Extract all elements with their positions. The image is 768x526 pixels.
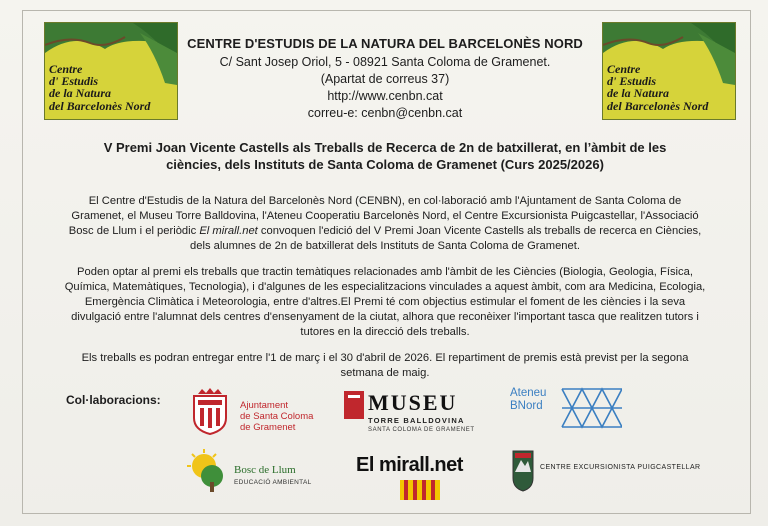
paragraph-line: Poden optar al premi els treballs que tractin temàtiques relacionades amb l'àmbit de les Ciències (Biologia, Geologia, Física, — [77, 266, 693, 278]
coat-of-arms-icon — [188, 388, 232, 436]
museu-city: SANTA COLOMA DE GRAMENET — [368, 427, 475, 433]
website-link[interactable]: http://www.cenbn.cat — [327, 89, 443, 103]
ateneu-name: Ateneu — [510, 387, 547, 399]
collaborations-label: Col·laboracions: — [66, 393, 161, 407]
bosc-name: Bosc de Llum — [234, 464, 296, 476]
paragraph-eligibility — [50, 265, 720, 340]
newspaper-name: El mirall.net — [199, 225, 258, 237]
museu-name: MUSEU — [368, 390, 458, 415]
title-line: ciències, dels Instituts de Santa Coloma de Gramenet (Curs 2025/2026) — [166, 157, 604, 172]
title-line: V Premi Joan Vicente Castells als Treballs de Recerca de 2n de batxillerat, en l’àmbit de les — [103, 140, 667, 155]
paragraph-line: Química, Matemàtiques, Tecnologia), i d'algunes de les especialitzacions vinculades a aquest àmbit, com ara Medicina, Ecologia, — [64, 281, 706, 293]
email-link[interactable]: correu-e: cenbn@cenbn.cat — [307, 106, 463, 120]
announcement-title — [55, 139, 715, 173]
cenbn-logo-left — [44, 22, 178, 120]
logo-line: del Barcelonès Nord — [49, 99, 151, 113]
excursionista-logo — [510, 448, 710, 496]
bosc-subtitle: EDUCACIÓ AMBIENTAL — [234, 479, 312, 486]
address: C/ Sant Josep Oriol, 5 - 08921 Santa Coloma de Gramenet. — [219, 55, 551, 69]
logo-line: de la Natura — [607, 86, 670, 100]
logo-line: del Barcelonès Nord — [607, 99, 709, 113]
sun-tree-icon — [184, 448, 230, 494]
paragraph-intro — [50, 194, 720, 254]
header-block — [180, 36, 590, 122]
museu-logo — [344, 388, 489, 436]
paragraph-line: dels alumnes de 2n de batxillerat dels Instituts de Santa Coloma de Gramenet. — [190, 240, 580, 252]
po-box: (Apartat de correus 37) — [320, 72, 450, 86]
ateneu-name: BNord — [510, 400, 543, 412]
paragraph-text: Bosc de Llum i el periòdic — [68, 225, 200, 237]
ateneu-logo — [510, 385, 630, 437]
ajuntament-name: de Santa Coloma — [240, 411, 314, 422]
paragraph-line: tutores en la direcció dels treballs. — [300, 326, 470, 338]
mountain-shield-icon — [512, 450, 534, 492]
paragraph-line: setmana de maig. — [340, 367, 430, 379]
org-name: CENTRE D'ESTUDIS DE LA NATURA DEL BARCELONÈS NORD — [187, 36, 583, 51]
senyera-flag-icon — [400, 480, 440, 500]
logo-line: Centre — [49, 62, 83, 76]
bosc-de-llum-logo — [184, 448, 324, 498]
museu-subtitle: TORRE BALLDOVINA — [368, 416, 465, 425]
excursionista-name: CENTRE EXCURSIONISTA PUIGCASTELLAR — [540, 464, 701, 471]
ajuntament-name: Ajuntament — [240, 400, 289, 411]
logo-line: de la Natura — [49, 86, 112, 100]
paragraph-line: Emergència Climàtica i Meteorologia, entre d'altres.El Premi té com objectius estimular el foment de les ciències i la seva — [84, 296, 686, 308]
mirall-name: El mirall.net — [356, 454, 463, 476]
logo-line: d' Estudis — [607, 74, 657, 88]
ajuntament-name: de Gramenet — [240, 422, 296, 433]
paragraph-line: El Centre d'Estudis de la Natura del Barcelonès Nord (CENBN), en col·laboració amb l'Ajuntament de Santa Coloma de — [88, 195, 682, 207]
logo-line: Centre — [607, 62, 641, 76]
paragraph-line: Els treballs es podran entregar entre l'1 de març i el 30 d'abril de 2026. El repartiment de premis està previst per la segona — [81, 352, 689, 364]
lattice-icon — [560, 387, 622, 429]
paragraph-line: Gramenet, el Museu Torre Balldovina, l'Ateneu Cooperatiu Barcelonès Nord, el Centre Excursionista Puigcastellar, l'Associació — [71, 210, 699, 222]
mirall-logo — [352, 452, 488, 500]
paragraph-text: convoquen l'edició del V Premi Joan Vicente Castells als treballs de recerca en Ciències, — [257, 225, 702, 237]
paragraph-line: divulgació entre l'alumnat dels centres d'ensenyament de la ciutat, alhora que reconèixer l'important tasca que realitzen tutors i — [71, 311, 699, 323]
paragraph-dates — [50, 351, 720, 381]
cenbn-logo-right — [602, 22, 736, 120]
paragraph-line — [50, 224, 720, 239]
logo-line: d' Estudis — [49, 74, 99, 88]
